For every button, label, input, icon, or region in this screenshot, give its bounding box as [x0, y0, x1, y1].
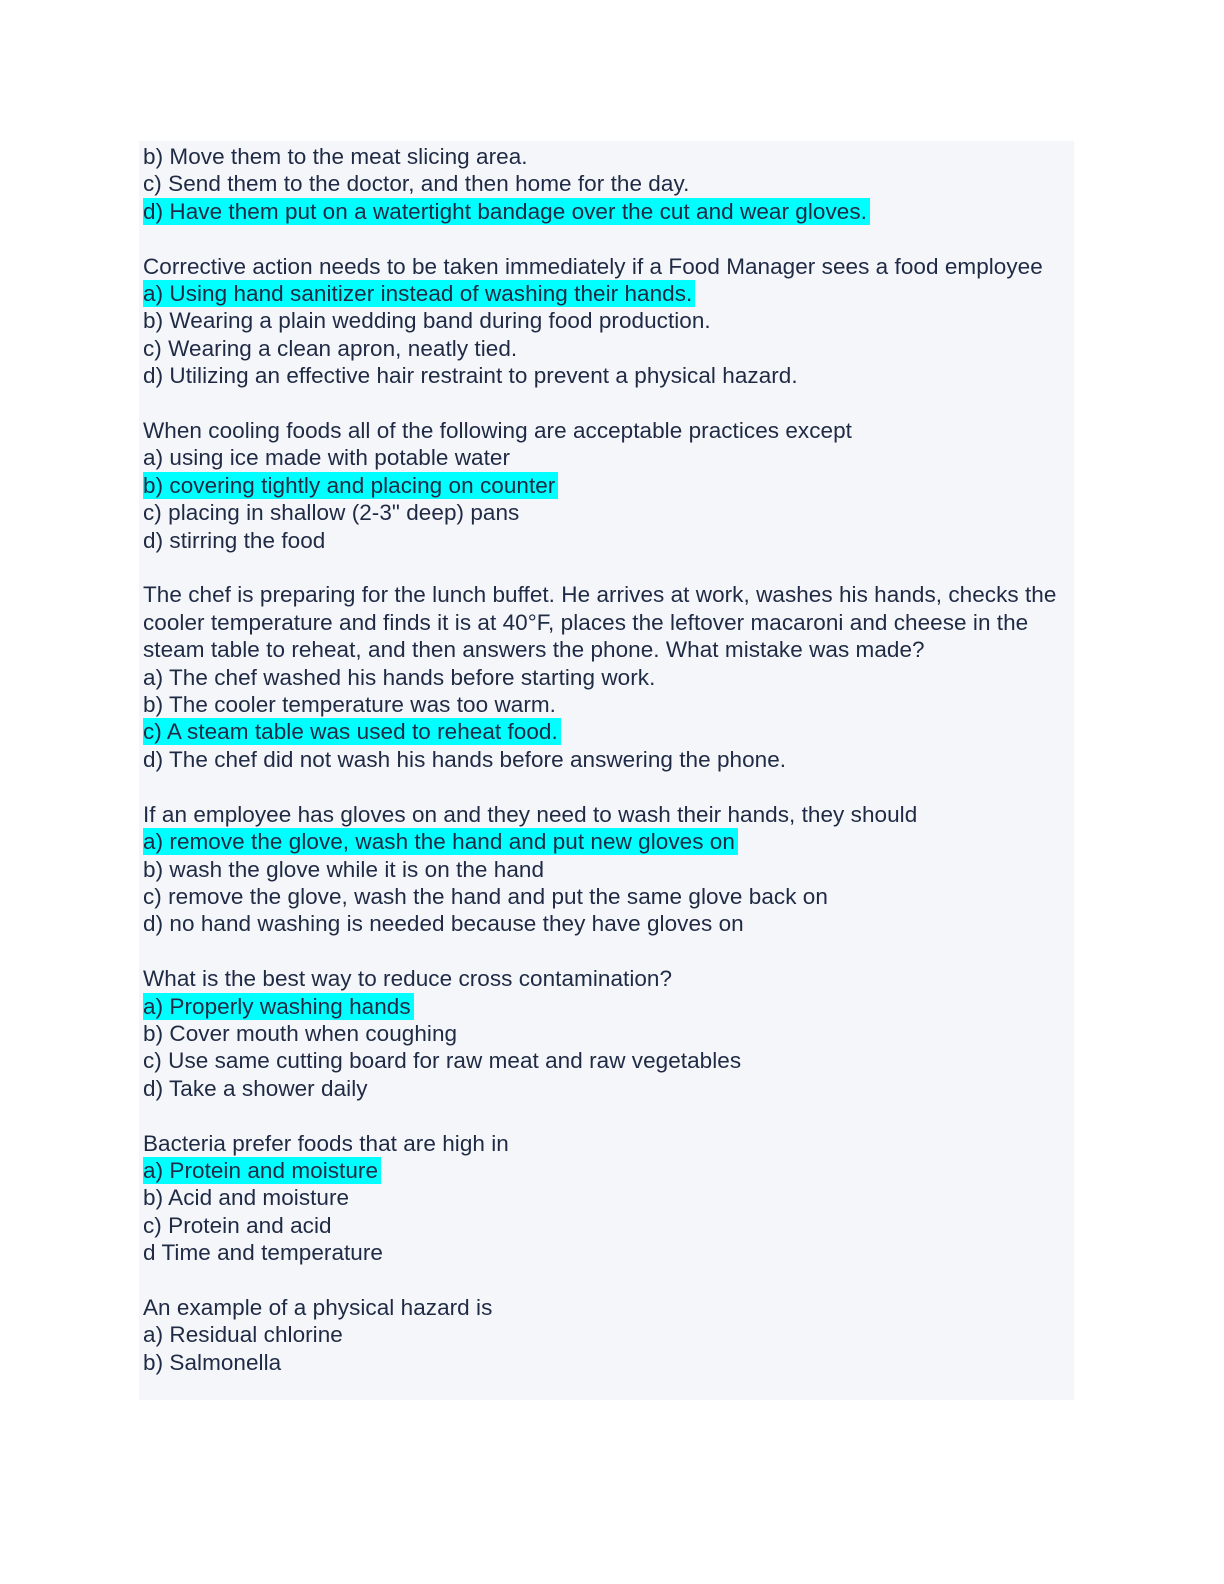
- answer-option-text: d) Have them put on a watertight bandage over the cut and wear gloves.: [143, 198, 870, 225]
- answer-option-text: a) Using hand sanitizer instead of washing their hands.: [143, 280, 695, 307]
- question-block: [143, 801, 1071, 938]
- answer-option-text: d Time and temperature: [143, 1240, 383, 1266]
- question-spacer: [143, 938, 1071, 965]
- answer-option: [143, 307, 1071, 334]
- answer-option-text: a) using ice made with potable water: [143, 445, 510, 471]
- question-block: [143, 1294, 1071, 1376]
- answer-option-text: d) The chef did not wash his hands before answering the phone.: [143, 746, 787, 772]
- answer-option: [143, 335, 1071, 362]
- answer-option-text: b) covering tightly and placing on counter: [143, 472, 558, 499]
- question-block: [143, 965, 1071, 1102]
- answer-option-highlighted: [143, 472, 1071, 499]
- answer-option-highlighted: [143, 718, 1071, 745]
- answer-option: [143, 499, 1071, 526]
- question-block: [143, 253, 1071, 390]
- answer-option: [143, 1321, 1071, 1348]
- question-stem: When cooling foods all of the following are acceptable practices except: [143, 418, 852, 444]
- question-stem: Bacteria prefer foods that are high in: [143, 1130, 509, 1156]
- answer-option: [143, 444, 1071, 471]
- answer-option-text: b) Wearing a plain wedding band during food production.: [143, 308, 711, 334]
- answer-option-text: d) Take a shower daily: [143, 1075, 368, 1101]
- answer-option-text: c) remove the glove, wash the hand and put the same glove back on: [143, 883, 828, 909]
- answer-option-highlighted: [143, 993, 1071, 1020]
- answer-option-text: b) Acid and moisture: [143, 1185, 350, 1211]
- question-spacer: [143, 390, 1071, 417]
- answer-option-highlighted: [143, 828, 1071, 855]
- answer-option: [143, 1020, 1071, 1047]
- answer-option-text: c) Protein and acid: [143, 1212, 332, 1238]
- question-block: [143, 581, 1071, 773]
- question-stem: If an employee has gloves on and they need to wash their hands, they should: [143, 801, 918, 827]
- answer-option: [143, 1075, 1071, 1102]
- answer-option-highlighted: [143, 198, 1071, 225]
- answer-option-text: c) Send them to the doctor, and then home for the day.: [143, 171, 690, 197]
- answer-option-text: a) Properly washing hands: [143, 993, 414, 1020]
- answer-option-text: a) remove the glove, wash the hand and put new gloves on: [143, 828, 738, 855]
- question-spacer: [143, 554, 1071, 581]
- answer-option-text: d) stirring the food: [143, 527, 326, 553]
- question-spacer: [143, 225, 1071, 252]
- answer-option: [143, 362, 1071, 389]
- answer-option-text: a) The chef washed his hands before starting work.: [143, 664, 656, 690]
- answer-option: [143, 1239, 1071, 1266]
- answer-option-text: b) Move them to the meat slicing area.: [143, 144, 528, 169]
- answer-option: [143, 664, 1071, 691]
- answer-option: [143, 746, 1071, 773]
- answer-option: [143, 143, 1071, 170]
- question-spacer: [143, 1267, 1071, 1294]
- answer-option: [143, 856, 1071, 883]
- answer-option-text: c) Wearing a clean apron, neatly tied.: [143, 335, 518, 361]
- answer-option: [143, 527, 1071, 554]
- answer-option-text: a) Residual chlorine: [143, 1322, 343, 1348]
- question-spacer: [143, 1102, 1071, 1129]
- quiz-content: [143, 143, 1071, 1376]
- answer-option: [143, 691, 1071, 718]
- question-block: [143, 417, 1071, 554]
- answer-option-highlighted: [143, 1157, 1071, 1184]
- question-stem: What is the best way to reduce cross contamination?: [143, 966, 673, 992]
- answer-option-text: d) Utilizing an effective hair restraint to prevent a physical hazard.: [143, 363, 798, 389]
- answer-option: [143, 910, 1071, 937]
- answer-option: [143, 1212, 1071, 1239]
- answer-option: [143, 170, 1071, 197]
- answer-option-text: a) Protein and moisture: [143, 1157, 381, 1184]
- question-stem: The chef is preparing for the lunch buffet. He arrives at work, washes his hands, checks the cooler temperature and finds it is at 40°F, places the leftover macaroni and cheese in the steam table to reheat, and then answers the phone. What mistake was made?: [143, 582, 1057, 663]
- answer-option-text: b) Salmonella: [143, 1349, 282, 1375]
- answer-option: [143, 1184, 1071, 1211]
- answer-option: [143, 883, 1071, 910]
- answer-option-text: d) no hand washing is needed because they have gloves on: [143, 911, 744, 937]
- answer-option: [143, 1349, 1071, 1376]
- question-block: [143, 1130, 1071, 1267]
- question-block: [143, 143, 1071, 225]
- answer-option-text: b) Cover mouth when coughing: [143, 1020, 458, 1046]
- answer-option-text: c) placing in shallow (2-3" deep) pans: [143, 500, 520, 526]
- answer-option-text: c) Use same cutting board for raw meat and raw vegetables: [143, 1048, 742, 1074]
- question-stem: An example of a physical hazard is: [143, 1294, 493, 1320]
- question-stem: Corrective action needs to be taken immediately if a Food Manager sees a food employee: [143, 253, 1043, 279]
- answer-option-highlighted: [143, 280, 1071, 307]
- question-spacer: [143, 773, 1071, 800]
- answer-option-text: c) A steam table was used to reheat food.: [143, 718, 561, 745]
- answer-option-text: b) wash the glove while it is on the hand: [143, 856, 545, 882]
- answer-option-text: b) The cooler temperature was too warm.: [143, 692, 556, 718]
- answer-option: [143, 1047, 1071, 1074]
